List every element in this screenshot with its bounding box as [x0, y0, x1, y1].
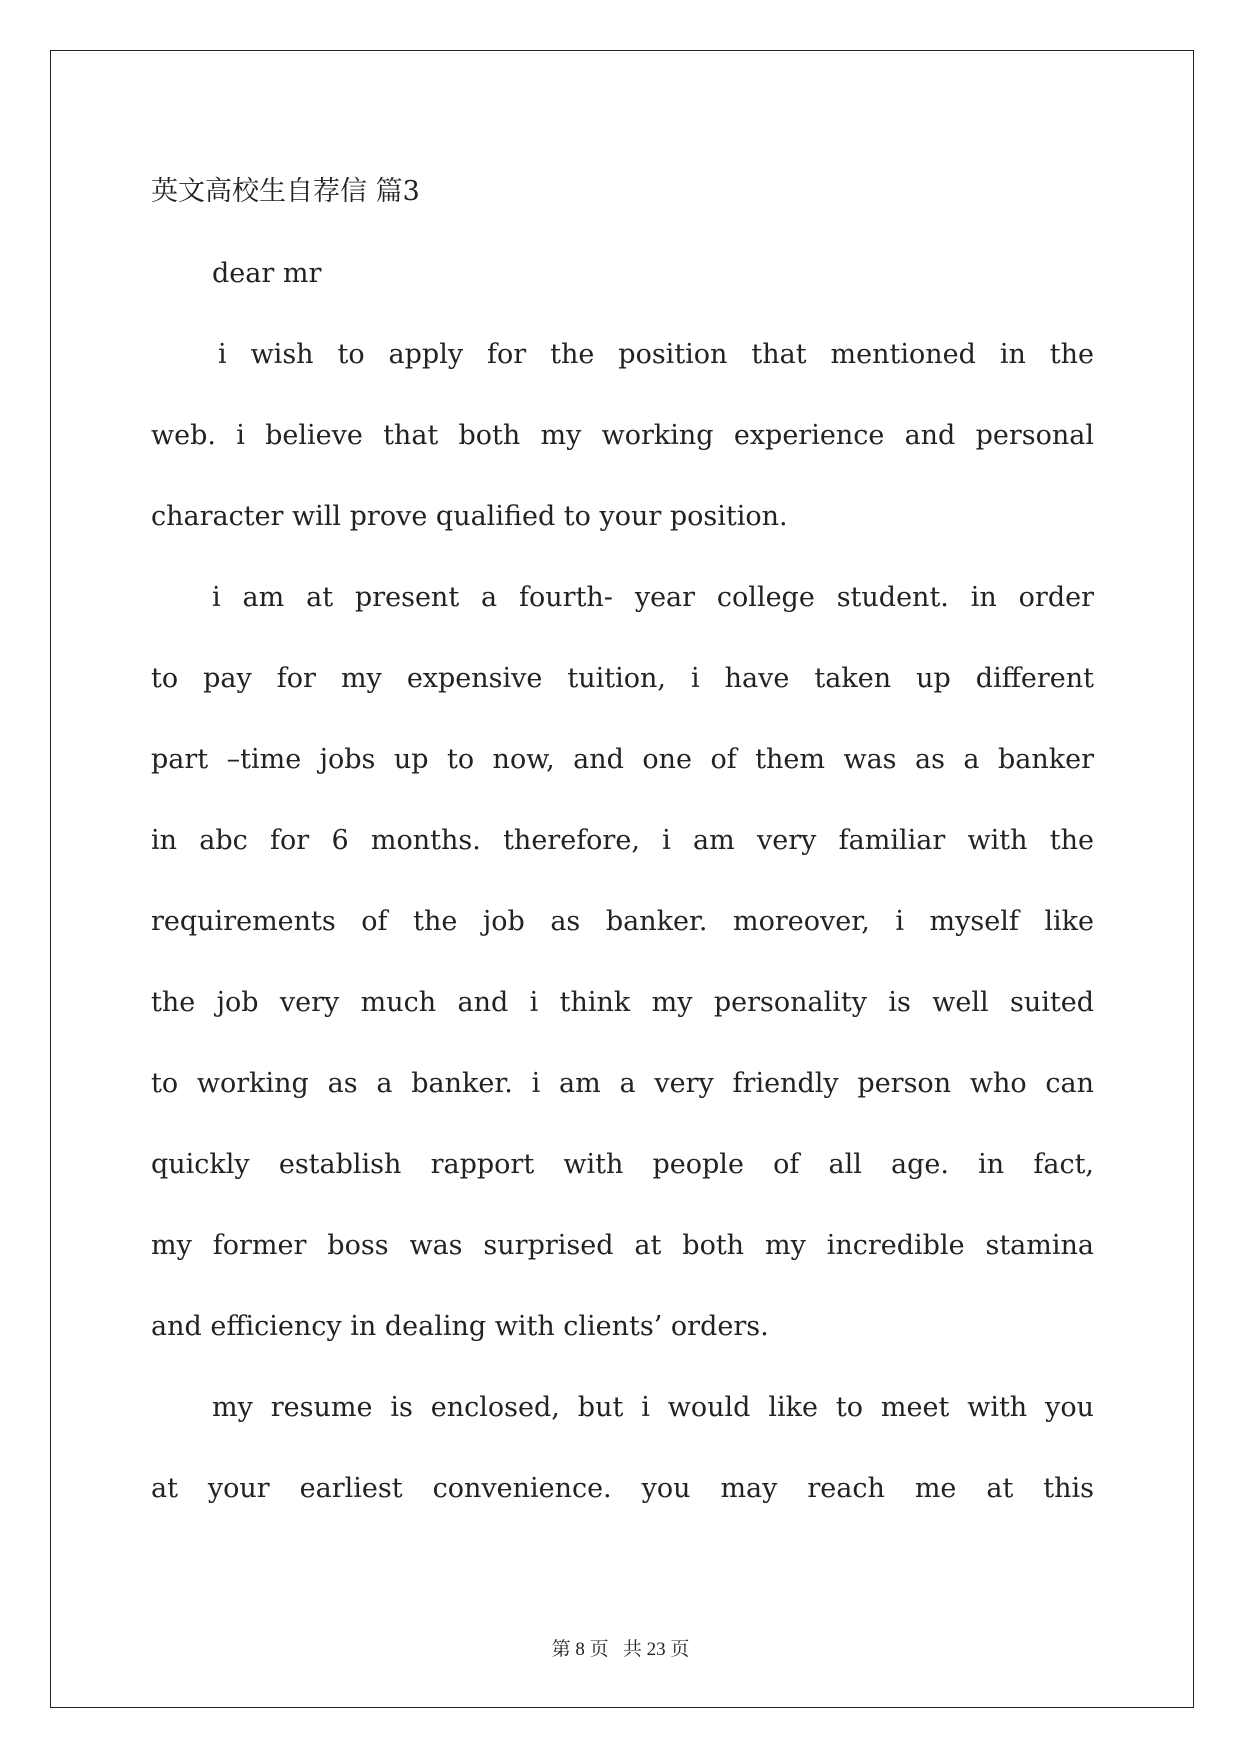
salutation-line: dear mr [212, 258, 322, 289]
body-line: to working as a banker. i am a very friendly person who can [151, 1068, 1094, 1099]
document-title: 英文高校生自荐信 篇3 [151, 176, 420, 207]
page-number-footer: 第 8 页 共 23 页 [551, 1639, 690, 1660]
body-line: the job very much and i think my personality is well suited [151, 987, 1094, 1018]
body-line: web. i believe that both my working experience and personal [151, 420, 1094, 451]
body-line: my former boss was surprised at both my incredible stamina [151, 1230, 1094, 1261]
body-line: i wish to apply for the position that mentioned in the [218, 339, 1094, 370]
body-line: and efficiency in dealing with clients’ orders. [151, 1311, 769, 1342]
body-line: character will prove qualified to your position. [151, 501, 788, 532]
body-line: quickly establish rapport with people of all age. in fact, [151, 1149, 1094, 1180]
body-line: in abc for 6 months. therefore, i am very familiar with the [151, 825, 1094, 856]
body-line: my resume is enclosed, but i would like to meet with you [212, 1392, 1094, 1423]
body-line: i am at present a fourth- year college student. in order [212, 582, 1094, 613]
body-line: to pay for my expensive tuition, i have taken up different [151, 663, 1094, 694]
body-line: at your earliest convenience. you may reach me at this [151, 1473, 1094, 1504]
page-border [50, 50, 1194, 1708]
body-line: requirements of the job as banker. moreover, i myself like [151, 906, 1094, 937]
body-line: part –time jobs up to now, and one of them was as a banker [151, 744, 1094, 775]
